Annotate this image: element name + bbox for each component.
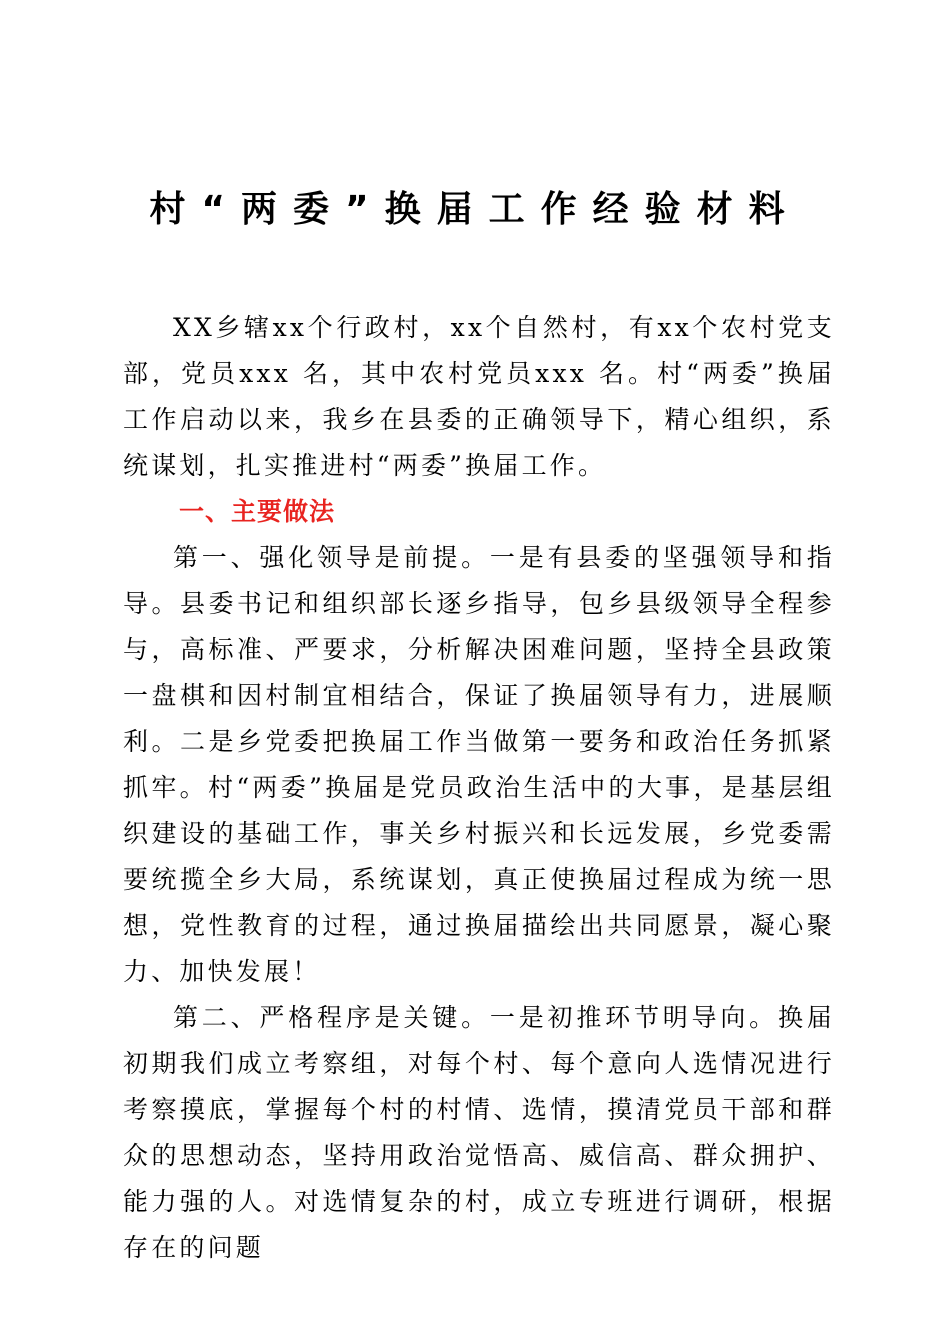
document-body — [123, 305, 835, 1271]
body-paragraph-1: 第一、强化领导是前提。一是有县委的坚强领导和指导。县委书记和组织部长逐乡指导，包乡县级领导全程参与，高标准、严要求，分析解决困难问题，坚持全县政策一盘棋和因村制宜相结合，保证了换届领导有力，进展顺利。二是乡党委把换届工作当做第一要务和政治任务抓紧抓牢。村“两委”换届是党员政治生活中的大事，是基层组织建设的基础工作，事关乡村振兴和长远发展，乡党委需要统揽全乡大局，系统谋划，真正使换届过程成为统一思想，党性教育的过程，通过换届描绘出共同愿景，凝心聚力、加快发展！ — [123, 543, 835, 986]
section-heading: 一、主要做法 — [179, 497, 336, 526]
document-title: 村“两委”换届工作经验材料 — [149, 189, 801, 230]
intro-paragraph: XX乡辖xx个行政村，xx个自然村，有xx个农村党支部，党员xxx 名，其中农村党员xxx 名。村“两委”换届工作启动以来，我乡在县委的正确领导下，精心组织，系统谋划，扎实推进村“两委”换届工作。 — [123, 313, 835, 480]
body-paragraph-2: 第二、严格程序是关键。一是初推环节明导向。换届初期我们成立考察组，对每个村、每个意向人选情况进行考察摸底，掌握每个村的村情、选情，摸清党员干部和群众的思想动态，坚持用政治觉悟高、威信高、群众拥护、能力强的人。对选情复杂的村，成立专班进行调研，根据存在的问题 — [123, 1003, 835, 1262]
